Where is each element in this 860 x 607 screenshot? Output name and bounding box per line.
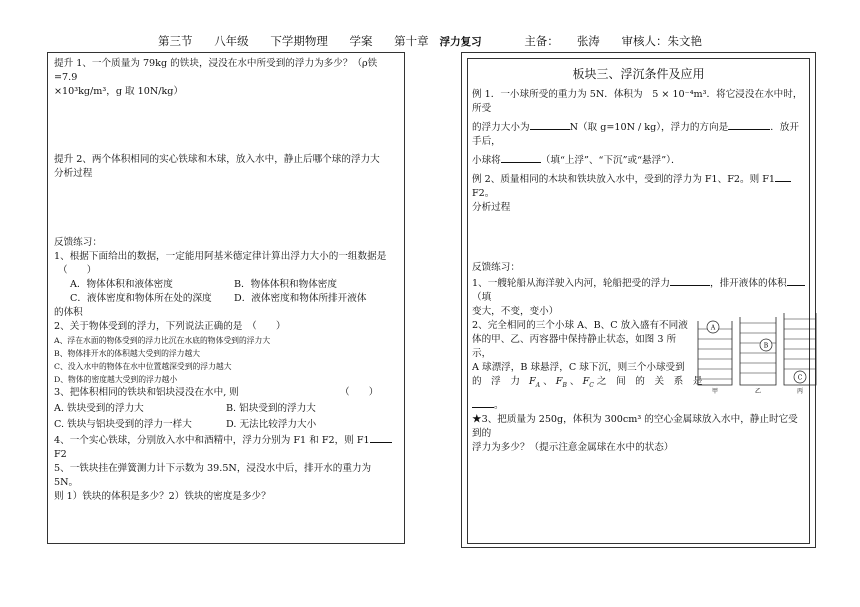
q1-option-c: C．液体密度和物体所在处的深度 xyxy=(70,293,212,304)
q1-option-d: D．液体密度和物体所排开液体 xyxy=(234,293,367,304)
page-header xyxy=(0,33,860,49)
q2-option-c: C、没入水中的物体在水中位置越深受到的浮力越大 xyxy=(54,362,232,371)
example1-text-3: ．放开手后， xyxy=(472,122,799,147)
right-column xyxy=(461,52,816,548)
q1-option-d-cont: 的体积 xyxy=(54,307,83,318)
header-section: 第三节 xyxy=(158,34,193,48)
q5-line2: 则 1）铁块的体积是多少？2）铁块的密度是多少？ xyxy=(54,491,271,502)
r2-block xyxy=(472,319,805,411)
task2-line1: 提升 2、两个体积相同的实心铁球和木球，放入水中，静止后哪个球的浮力大 xyxy=(54,154,380,165)
example1-line2 xyxy=(472,119,805,149)
q2-option-a: A、浮在水面的物体受到的浮力比沉在水底的物体受到的浮力大 xyxy=(54,336,271,345)
ball-c-label: C xyxy=(797,374,803,382)
q3-option-d: D. 无法比较浮力大小 xyxy=(226,419,317,430)
r2-fc: $F_C$ xyxy=(582,376,594,389)
task1-line1: 提升 1、一个质量为 79kg 的铁块，浸没在水中所受到的浮力为多少？（ρ铁=7.9 xyxy=(54,58,378,83)
example2-line1 xyxy=(472,171,805,201)
r2-blank[interactable] xyxy=(472,397,494,408)
q1-options-row2 xyxy=(54,292,398,306)
q5-line1: 5、一铁块挂在弹簧测力计下示数为 39.5N，浸没水中后，排开水的重力为 5N。 xyxy=(54,463,372,488)
header-doc-type: 学案 xyxy=(349,34,373,48)
q3-options-row1 xyxy=(54,402,398,416)
q1-option-a: A．物体体积和液体密度 xyxy=(70,279,173,290)
ball-b-label: B xyxy=(763,342,769,350)
q3-stem-row xyxy=(54,386,398,400)
header-reviewer: 朱文艳 xyxy=(667,34,702,48)
left-column xyxy=(47,52,405,544)
example1-text-1: 的浮力大小为 xyxy=(472,122,530,133)
r3-line2: 浮力为多少？（提示注意金属球在水中的状态） xyxy=(472,442,674,453)
r2-text-2: 之 间 的 关 系 是 xyxy=(596,376,703,387)
example1-blank-2[interactable] xyxy=(728,119,770,130)
header-subject: 下学期物理 xyxy=(270,34,328,48)
container-label-yi: 乙 xyxy=(754,388,762,395)
r2-fb: $F_B$ xyxy=(555,376,567,389)
q3-options-row2 xyxy=(54,418,398,432)
r2-line5: 。 xyxy=(472,397,690,413)
r2-line3: A 球漂浮，B 球悬浮，C 球下沉，则三个小球受到 xyxy=(472,362,685,373)
r1-text-3: （填 xyxy=(472,292,492,303)
q1-option-b: B．物体体积和物体密度 xyxy=(234,279,337,290)
example1-line3 xyxy=(472,152,805,168)
example2-line2: 分析过程 xyxy=(472,202,511,213)
r1-line2: 变大，不变，变小） xyxy=(472,306,559,317)
r2-line2: 体的甲、乙、丙容器中保持静止状态，如图 3 所示， xyxy=(472,334,677,359)
q2-stem: 2、关于物体受到的浮力，下列说法正确的是 （ ） xyxy=(54,321,286,332)
q1-stem: 1、根据下面给出的数据，一定能用阿基米德定律计算出浮力大小的一组数据是 xyxy=(54,251,387,262)
q1-paren: （ ） xyxy=(58,265,97,276)
r2-sep-1: 、 xyxy=(543,376,553,387)
r2-line1: 2、完全相同的三个小球 A、B、C 放入盛有不同液 xyxy=(472,320,688,331)
header-grade: 八年级 xyxy=(214,34,249,48)
example2-blank[interactable] xyxy=(775,171,791,182)
r3-line1: ★3、把质量为 250g，体积为 300cm³ 的空心金属球放入水中，静止时它受到的 xyxy=(472,414,798,439)
header-topic: 浮力复习 xyxy=(439,36,482,48)
r1-text-2: ，排开液体的体积 xyxy=(709,278,787,289)
q3-option-a: A. 铁块受到的浮力大 xyxy=(54,403,144,414)
header-author-label: 主备： xyxy=(524,34,559,48)
container-yi xyxy=(740,317,776,385)
example1-text-4: 小球将 xyxy=(472,155,501,166)
q3-option-b: B. 铝块受到的浮力大 xyxy=(226,403,316,414)
q4-text-b: F2 xyxy=(54,449,67,460)
example2-text-end: F2。 xyxy=(472,188,495,199)
feedback-heading-left: 反馈练习： xyxy=(54,237,102,248)
task1-line2: ×10³kg/m³，g 取 10N/kg） xyxy=(54,86,184,97)
r2-text-1: 的 浮 力 xyxy=(472,376,520,387)
q2-option-b: B、物体排开水的体积越大受到的浮力越大 xyxy=(54,349,201,358)
r2-sep-2: 、 xyxy=(569,376,580,387)
r2-line4 xyxy=(472,375,703,393)
q3-option-c: C. 铁块与铝块受到的浮力一样大 xyxy=(54,419,192,430)
header-author: 张涛 xyxy=(576,34,600,48)
ball-a-label: A xyxy=(710,324,716,332)
q2-option-d: D、物体的密度越大受到的浮力越小 xyxy=(54,375,178,384)
q3-stem: 3、把体积相同的铁块和铝块浸没在水中, 则 xyxy=(54,387,239,398)
q1-options-row1 xyxy=(54,278,398,292)
container-jia xyxy=(698,321,732,385)
r1-line1 xyxy=(472,275,805,305)
container-bing xyxy=(784,313,816,385)
r1-text-1: 1、一艘轮船从海洋驶入内河，轮船把受的浮力 xyxy=(472,278,670,289)
task2-line2: 分析过程 xyxy=(54,168,93,179)
example1-text-5: （填“上浮”、“下沉”或“悬浮”）． xyxy=(540,155,681,166)
example1-blank-3[interactable] xyxy=(501,152,541,163)
q4-text-a: 4、一个实心铁球，分别放入水中和酒精中，浮力分别为 F1 和 F2，则 F1 xyxy=(54,435,370,446)
header-chapter: 第十章 xyxy=(394,34,429,48)
r1-blank-1[interactable] xyxy=(670,275,710,286)
container-label-bing: 丙 xyxy=(796,388,804,395)
example2-text: 例 2、质量相同的木块和铁块放入水中，受到的浮力为 F1、F2。则 F1 xyxy=(472,174,775,185)
q4-blank[interactable] xyxy=(370,432,392,443)
q4-line xyxy=(54,432,398,462)
example1-text-2: N（取 g=10N / kg），浮力的方向是 xyxy=(569,122,729,133)
header-reviewer-label: 审核人： xyxy=(621,34,668,48)
example1-line1: 例 1．一小球所受的重力为 5N．体积为 5 × 10⁻⁴m³．将它浸没在水中时，所受 xyxy=(472,89,803,114)
feedback-heading-right: 反馈练习： xyxy=(472,262,520,273)
r2-fa: $F_A$ xyxy=(529,376,541,389)
example1-blank-1[interactable] xyxy=(530,119,570,130)
q3-paren: （ ） xyxy=(340,387,379,398)
r1-blank-2[interactable] xyxy=(787,275,805,286)
three-containers-figure xyxy=(696,313,818,395)
container-label-jia: 甲 xyxy=(711,388,719,395)
section-title: 板块三、浮沉条件及应用 xyxy=(572,67,705,81)
